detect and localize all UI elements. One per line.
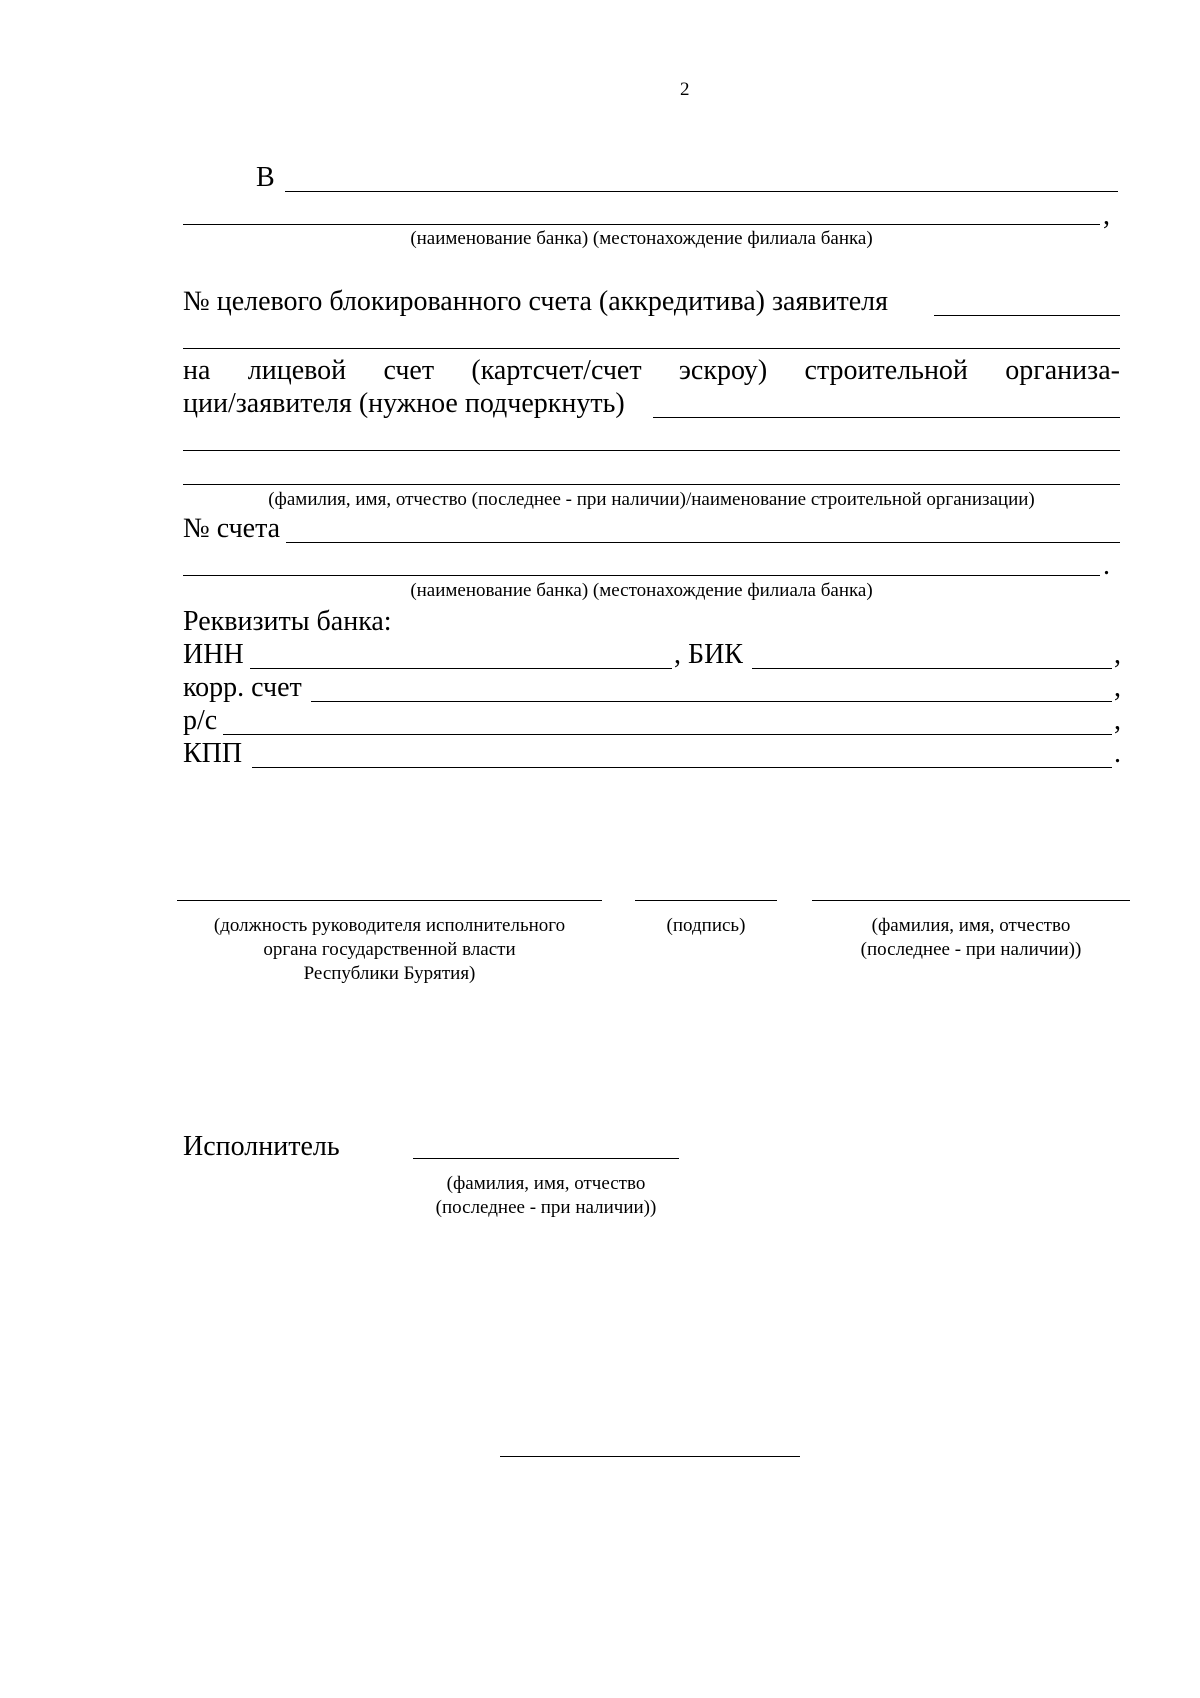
- position-caption-line: (должность руководителя исполнительного: [213, 915, 566, 936]
- target-account-label: № целевого блокированного счета (аккредитива) заявителя: [183, 286, 889, 317]
- target-account-line-2: [183, 348, 1120, 349]
- account-line-2: [183, 575, 1100, 576]
- bank-caption: (наименование банка) (местонахождение филиала банка): [410, 228, 873, 249]
- full-name-caption-line: (последнее - при наличии)): [860, 939, 1082, 960]
- transfer-recipient-line-2: [183, 450, 1120, 451]
- corr-account-comma: ,: [1114, 672, 1121, 703]
- position-caption-line: Республики Бурятия): [303, 963, 476, 984]
- full-name-caption-line: (фамилия, имя, отчество: [871, 915, 1071, 936]
- rs-label: р/с: [183, 705, 218, 736]
- position-line: [177, 900, 602, 901]
- transfer-line-1: [183, 355, 1120, 387]
- corr-account-line: [311, 701, 1112, 702]
- executor-caption-line: (последнее - при наличии)): [435, 1197, 657, 1218]
- transfer-word: лицевой: [247, 355, 347, 386]
- full-name-line: [812, 900, 1130, 901]
- transfer-word: эскроу): [678, 355, 768, 386]
- account-line-1: [286, 542, 1120, 543]
- rs-line: [223, 734, 1112, 735]
- bank-name-line-1: [285, 191, 1118, 192]
- position-caption-line: органа государственной власти: [263, 939, 516, 960]
- executor-label: Исполнитель: [183, 1131, 340, 1162]
- executor-caption: [413, 1172, 679, 1220]
- account-period: .: [1103, 550, 1110, 581]
- bik-line: [752, 668, 1112, 669]
- transfer-word: организа-: [1005, 355, 1120, 386]
- transfer-word: (картсчет/счет: [471, 355, 642, 386]
- position-caption: [177, 914, 602, 986]
- kpp-line: [252, 767, 1112, 768]
- inn-line: [250, 668, 672, 669]
- transfer-word: на: [183, 355, 211, 386]
- transfer-recipient-line-3: [183, 484, 1120, 485]
- page-number: 2: [680, 79, 690, 100]
- signature-line: [635, 900, 777, 901]
- executor-line: [413, 1158, 679, 1159]
- target-account-line: [934, 315, 1120, 316]
- signature-caption: (подпись): [666, 915, 746, 936]
- bank-details-title: Реквизиты банка:: [183, 606, 392, 637]
- bik-comma: ,: [1114, 639, 1121, 670]
- account-caption: (наименование банка) (местонахождение филиала банка): [410, 580, 873, 601]
- transfer-caption: (фамилия, имя, отчество (последнее - при наличии)/наименование строительной организации): [268, 489, 1035, 510]
- inn-label: ИНН: [183, 639, 244, 670]
- transfer-word: строительной: [804, 355, 968, 386]
- transfer-word: счет: [383, 355, 435, 386]
- kpp-period: .: [1114, 738, 1121, 769]
- to-bank-prefix: В: [256, 162, 275, 193]
- footer-separator: [500, 1456, 800, 1457]
- corr-account-label: корр. счет: [183, 672, 302, 703]
- bik-label: , БИК: [674, 639, 743, 670]
- executor-caption-line: (фамилия, имя, отчество: [446, 1173, 646, 1194]
- kpp-label: КПП: [183, 738, 243, 769]
- transfer-line-2: ции/заявителя (нужное подчеркнуть): [183, 388, 625, 419]
- rs-comma: ,: [1114, 705, 1121, 736]
- transfer-recipient-line-1: [653, 417, 1120, 418]
- bank-line-comma: ,: [1103, 200, 1110, 231]
- account-label: № счета: [183, 513, 281, 544]
- bank-name-line-2: [183, 224, 1100, 225]
- full-name-caption: [812, 914, 1130, 962]
